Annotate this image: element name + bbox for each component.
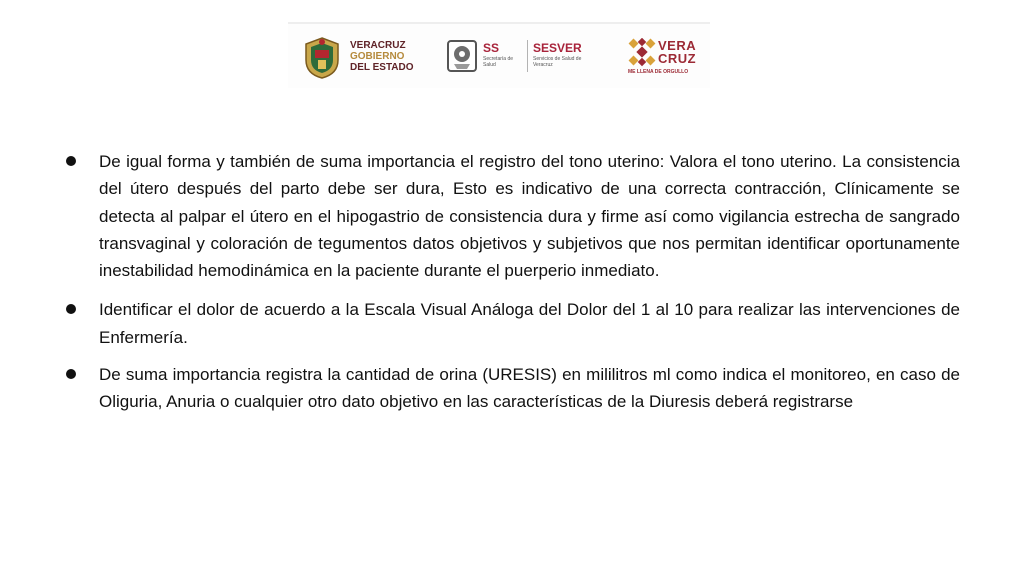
mexico-eagle-seal-icon: [445, 38, 479, 74]
gobierno-line1: VERACRUZ: [350, 40, 406, 51]
bullet-text: Identificar el dolor de acuerdo a la Escala Visual Análoga del Dolor del 1 al 10 para realizar las intervenciones de Enfermería.: [99, 300, 960, 347]
logo-strip: [288, 22, 710, 88]
gobierno-line3: DEL ESTADO: [350, 62, 414, 73]
bullet-icon: [66, 156, 76, 166]
veracruz-brand-slogan: ME LLENA DE ORGULLO: [628, 69, 689, 75]
veracruz-brand-logo: [628, 36, 706, 80]
veracruz-star-icon: [628, 38, 656, 68]
ss-sesver-logo: [445, 36, 597, 80]
bullet-text: De suma importancia registra la cantidad de orina (URESIS) en mililitros ml como indica el monitoreo, en caso de Oliguria, Anuria o cualquier otro dato objetivo en las características de la Diuresis deberá registrarse: [99, 365, 960, 412]
veracruz-coat-of-arms-icon: [302, 36, 342, 80]
ss-label: SS: [483, 41, 500, 55]
bullet-icon: [66, 369, 76, 379]
bullet-icon: [66, 304, 76, 314]
bullet-item-orina: [62, 361, 960, 416]
ss-sublabel: Secretaría de Salud: [483, 56, 514, 68]
sesver-label: SESVER: [533, 41, 582, 55]
logo-divider: [527, 40, 528, 72]
bullet-item-tono-uterino: [62, 148, 960, 284]
gobierno-line2: GOBIERNO: [350, 51, 405, 62]
bullet-item-dolor: [62, 296, 960, 351]
veracruz-brand-line1: VERA: [658, 38, 697, 53]
gobierno-veracruz-logo: [302, 36, 432, 80]
bullet-text: De igual forma y también de suma importancia el registro del tono uterino: Valora el tono uterino. La consistencia del útero después del parto debe ser dura, Esto es indicativo de una correcta contracción, Clínicamente se detecta al palpar el útero en el hipogastrio de consistencia dura y firme así como vigilancia estrecha de sangrado transvaginal y coloración de tegumentos datos objetivos y subjetivos que nos permitan identificar oportunamente inestabilidad hemodinámica en la paciente durante el puerperio inmediato.: [99, 152, 960, 281]
veracruz-brand-line2: CRUZ: [658, 51, 697, 66]
bullet-list: [62, 148, 960, 416]
sesver-sublabel: Servicios de Salud de Veracruz: [533, 56, 582, 68]
